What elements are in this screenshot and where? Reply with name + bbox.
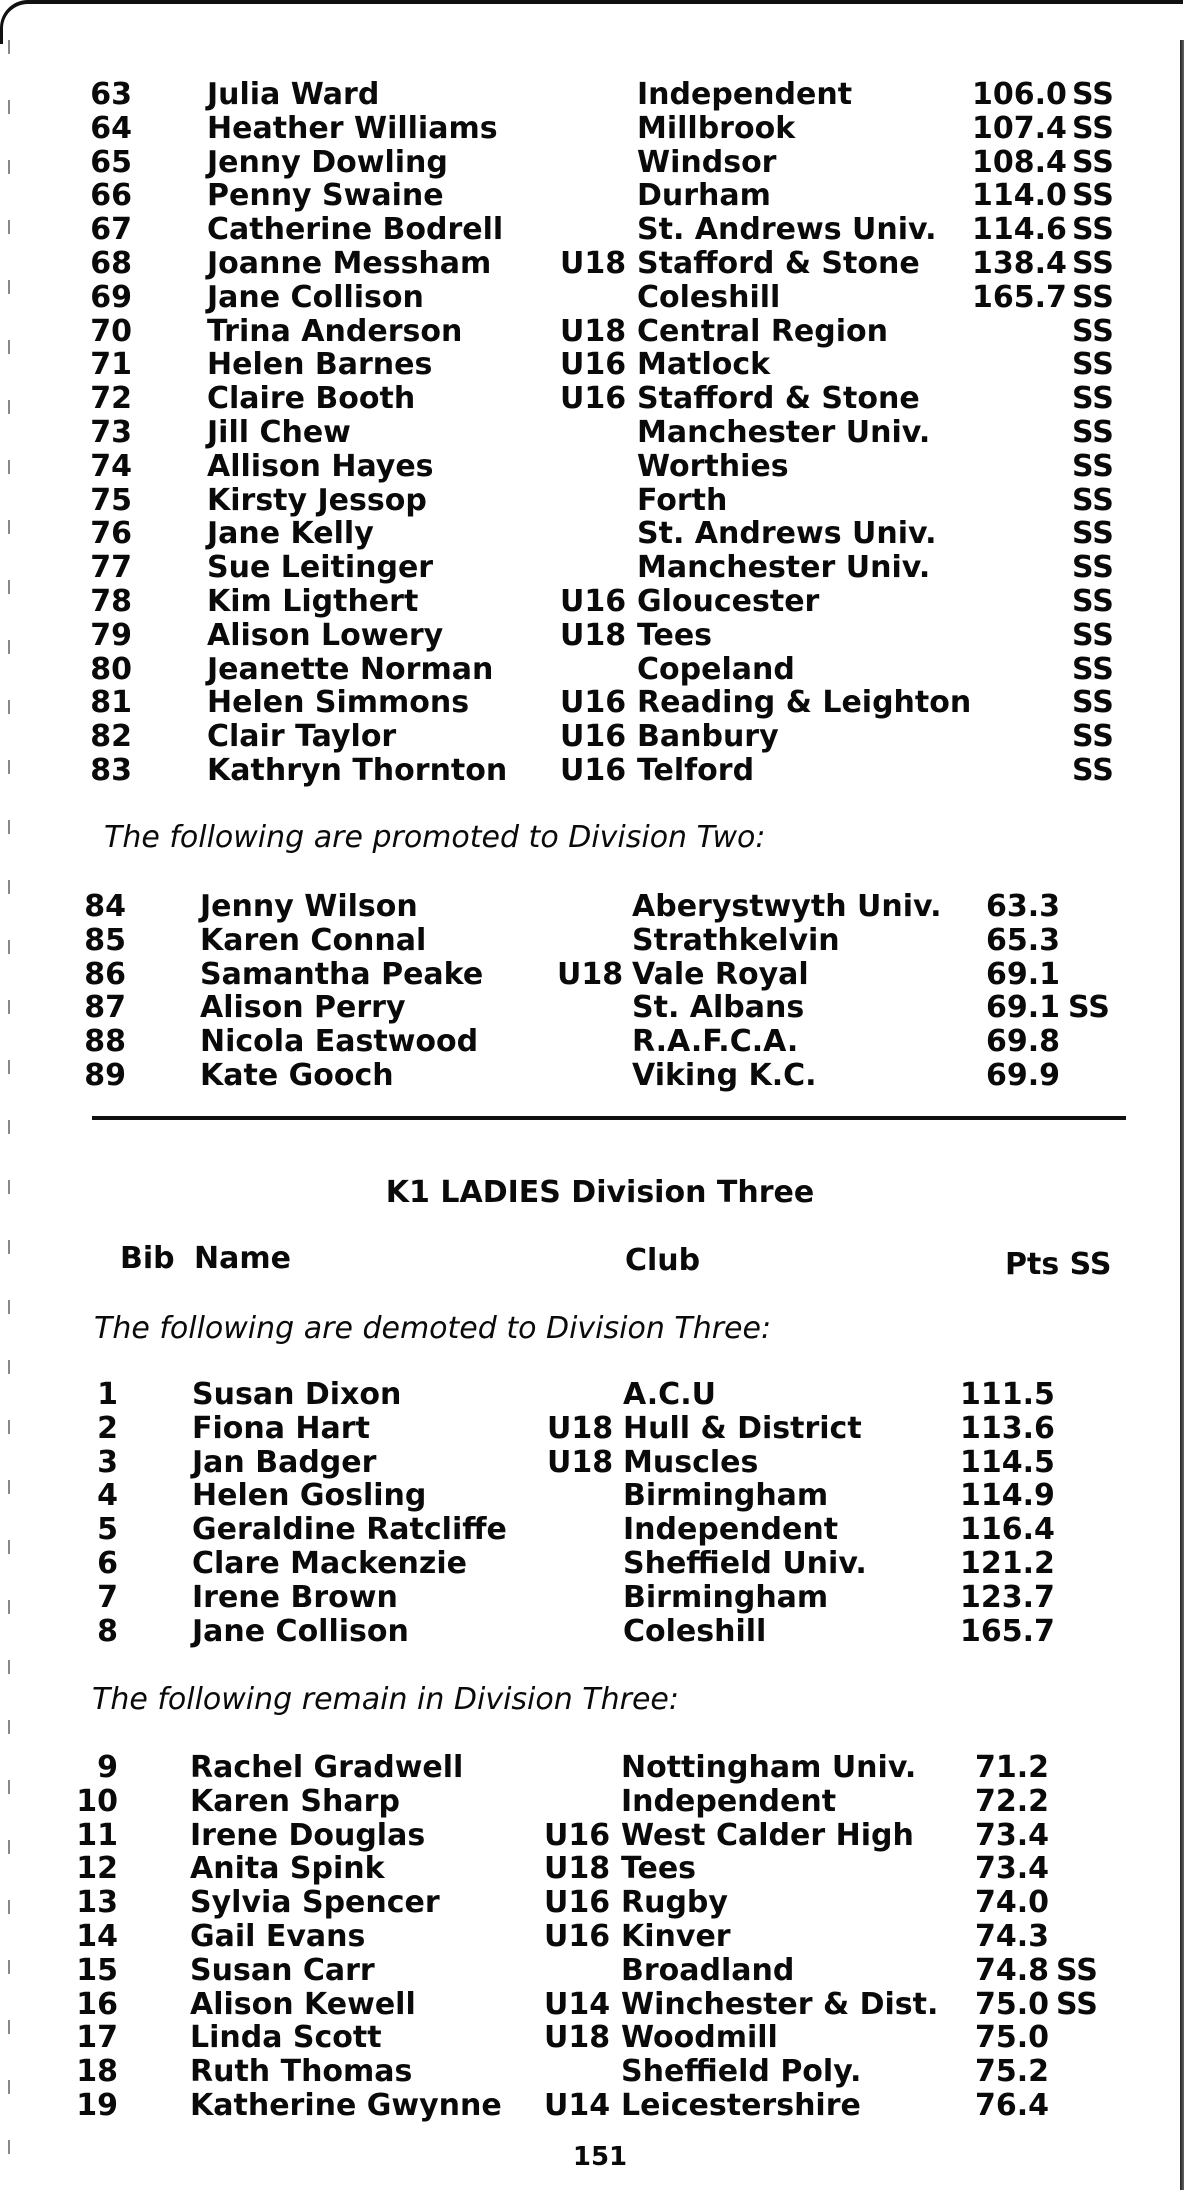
competitor-name: Gail Evans	[190, 1919, 366, 1954]
age-class: U18	[547, 1445, 614, 1480]
competitor-name: Penny Swaine	[207, 178, 444, 213]
bib-number: 82	[90, 719, 132, 754]
age-class: U18	[547, 1411, 614, 1446]
points-value: 69.1	[986, 990, 1061, 1025]
points-value: 75.0	[975, 2020, 1050, 2055]
ss-flag: SS	[1072, 618, 1114, 653]
club-name: Copeland	[637, 652, 795, 687]
page-number: 151	[572, 2142, 628, 2172]
ss-flag: SS	[1072, 483, 1114, 518]
club-name: Strathkelvin	[632, 923, 840, 958]
table-row	[0, 1547, 1200, 1581]
ss-flag: SS	[1072, 652, 1114, 687]
club-name: Sheffield Poly.	[621, 2054, 862, 2089]
competitor-name: Karen Connal	[200, 923, 427, 958]
club-name: Stafford & Stone	[637, 381, 920, 416]
bib-number: 3	[97, 1445, 118, 1480]
bib-number: 89	[84, 1058, 126, 1093]
ss-flag: SS	[1072, 685, 1114, 720]
ss-flag: SS	[1072, 753, 1114, 788]
table-row	[0, 1785, 1200, 1819]
table-row	[0, 890, 1200, 924]
ss-flag: SS	[1068, 990, 1110, 1025]
bib-number: 16	[76, 1987, 118, 2022]
table-row	[0, 1025, 1200, 1059]
competitor-name: Catherine Bodrell	[207, 212, 504, 247]
bib-number: 78	[90, 584, 132, 619]
points-value: 74.0	[975, 1885, 1050, 1920]
age-class: U18	[560, 314, 627, 349]
points-value: 74.8	[975, 1953, 1050, 1988]
competitor-name: Fiona Hart	[192, 1411, 370, 1446]
club-name: Muscles	[623, 1445, 759, 1480]
demoted-heading: The following are demoted to Division Three:	[94, 1311, 772, 1346]
points-value: 113.6	[960, 1411, 1055, 1446]
competitor-name: Linda Scott	[190, 2020, 382, 2055]
ss-flag: SS	[1072, 415, 1114, 450]
table-row	[0, 2055, 1200, 2089]
club-name: Winchester & Dist.	[621, 1987, 939, 2022]
club-name: Leicestershire	[621, 2088, 861, 2123]
bib-number: 7	[97, 1580, 118, 1615]
club-name: Windsor	[637, 145, 777, 180]
bib-number: 70	[90, 314, 132, 349]
table-row	[0, 247, 1200, 281]
competitor-name: Geraldine Ratcliffe	[192, 1512, 507, 1547]
points-value: 69.1	[986, 957, 1061, 992]
table-row	[0, 1988, 1200, 2022]
points-value: 116.4	[960, 1512, 1055, 1547]
ss-flag: SS	[1072, 280, 1114, 315]
competitor-name: Jane Collison	[192, 1614, 409, 1649]
competitor-name: Jane Kelly	[207, 516, 374, 551]
table-row	[0, 1581, 1200, 1615]
bib-number: 83	[90, 753, 132, 788]
competitor-name: Heather Williams	[207, 111, 498, 146]
points-value: 63.3	[986, 889, 1061, 924]
table-row	[0, 281, 1200, 315]
points-value: 123.7	[960, 1580, 1055, 1615]
table-row	[0, 78, 1200, 112]
age-class: U16	[560, 381, 627, 416]
table-row	[0, 1615, 1200, 1649]
competitor-name: Jan Badger	[192, 1445, 377, 1480]
table-row	[0, 585, 1200, 619]
club-name: Sheffield Univ.	[623, 1546, 867, 1581]
table-row	[0, 1446, 1200, 1480]
ss-flag: SS	[1072, 381, 1114, 416]
club-name: Banbury	[637, 719, 779, 754]
competitor-name: Sylvia Spencer	[190, 1885, 440, 1920]
competitor-name: Anita Spink	[190, 1851, 385, 1886]
bib-number: 80	[90, 652, 132, 687]
table-row	[0, 484, 1200, 518]
points-value: 73.4	[975, 1851, 1050, 1886]
bib-number: 1	[97, 1377, 118, 1412]
bib-number: 87	[84, 990, 126, 1025]
age-class: U16	[560, 753, 627, 788]
competitor-name: Helen Barnes	[207, 347, 433, 382]
bib-number: 6	[97, 1546, 118, 1581]
club-name: Coleshill	[623, 1614, 767, 1649]
competitor-name: Sue Leitinger	[207, 550, 434, 585]
table-row	[0, 348, 1200, 382]
points-value: 73.4	[975, 1818, 1050, 1853]
club-name: R.A.F.C.A.	[632, 1024, 799, 1059]
bib-number: 4	[97, 1478, 118, 1513]
club-name: Independent	[637, 77, 853, 112]
club-name: Viking K.C.	[632, 1058, 817, 1093]
competitor-name: Allison Hayes	[207, 449, 434, 484]
points-value: 106.0	[972, 77, 1067, 112]
club-name: Manchester Univ.	[637, 415, 931, 450]
table-row	[0, 1412, 1200, 1446]
points-value: 74.3	[975, 1919, 1050, 1954]
table-row	[0, 1479, 1200, 1513]
club-name: Worthies	[637, 449, 789, 484]
competitor-name: Samantha Peake	[200, 957, 484, 992]
ss-flag: SS	[1072, 516, 1114, 551]
competitor-name: Claire Booth	[207, 381, 416, 416]
bib-number: 77	[90, 550, 132, 585]
age-class: U18	[560, 246, 627, 281]
club-name: Central Region	[637, 314, 889, 349]
points-value: 108.4	[972, 145, 1067, 180]
bib-number: 8	[97, 1614, 118, 1649]
age-class: U18	[557, 957, 624, 992]
table-row	[0, 653, 1200, 687]
club-name: Matlock	[637, 347, 771, 382]
bib-number: 67	[90, 212, 132, 247]
bib-number: 15	[76, 1953, 118, 1988]
remain-heading: The following remain in Division Three:	[92, 1682, 679, 1717]
competitor-name: Jenny Dowling	[207, 145, 448, 180]
club-name: Telford	[637, 753, 755, 788]
bib-number: 13	[76, 1885, 118, 1920]
competitor-name: Kate Gooch	[200, 1058, 394, 1093]
table-row	[0, 450, 1200, 484]
competitor-name: Susan Dixon	[192, 1377, 402, 1412]
bib-number: 72	[90, 381, 132, 416]
bib-number: 81	[90, 685, 132, 720]
ss-flag: SS	[1072, 145, 1114, 180]
club-name: Durham	[637, 178, 771, 213]
age-class: U18	[560, 618, 627, 653]
bib-number: 86	[84, 957, 126, 992]
column-header-bib: Bib	[120, 1241, 175, 1276]
points-value: 114.0	[972, 178, 1067, 213]
points-value: 114.5	[960, 1445, 1055, 1480]
ss-flag: SS	[1072, 719, 1114, 754]
competitor-name: Clare Mackenzie	[192, 1546, 467, 1581]
table-row	[0, 551, 1200, 585]
page-corner-mark	[0, 0, 1183, 44]
table-row	[0, 2089, 1200, 2123]
table-row	[0, 146, 1200, 180]
bib-number: 5	[97, 1512, 118, 1547]
bib-number: 68	[90, 246, 132, 281]
bib-number: 79	[90, 618, 132, 653]
bib-number: 64	[90, 111, 132, 146]
club-name: Coleshill	[637, 280, 781, 315]
table-row	[0, 1819, 1200, 1853]
table-row	[0, 179, 1200, 213]
competitor-name: Jeanette Norman	[207, 652, 494, 687]
club-name: St. Andrews Univ.	[637, 212, 937, 247]
bib-number: 2	[97, 1411, 118, 1446]
competitor-name: Jane Collison	[207, 280, 424, 315]
age-class: U14	[544, 2088, 611, 2123]
club-name: Gloucester	[637, 584, 820, 619]
table-row	[0, 1852, 1200, 1886]
ss-flag: SS	[1072, 550, 1114, 585]
table-row	[0, 112, 1200, 146]
points-value: 72.2	[975, 1784, 1050, 1819]
competitor-name: Rachel Gradwell	[190, 1750, 464, 1785]
table-row	[0, 1920, 1200, 1954]
club-name: Broadland	[621, 1953, 795, 1988]
club-name: Independent	[621, 1784, 837, 1819]
club-name: Nottingham Univ.	[621, 1750, 917, 1785]
bib-number: 12	[76, 1851, 118, 1886]
table-row	[0, 1751, 1200, 1785]
club-name: Aberystwyth Univ.	[632, 889, 942, 924]
competitor-name: Trina Anderson	[207, 314, 463, 349]
ss-flag: SS	[1072, 212, 1114, 247]
age-class: U16	[544, 1885, 611, 1920]
ss-flag: SS	[1072, 584, 1114, 619]
competitor-name: Susan Carr	[190, 1953, 375, 1988]
points-value: 71.2	[975, 1750, 1050, 1785]
club-name: Birmingham	[623, 1478, 829, 1513]
bib-number: 74	[90, 449, 132, 484]
competitor-name: Jill Chew	[207, 415, 351, 450]
competitor-name: Karen Sharp	[190, 1784, 400, 1819]
competitor-name: Kirsty Jessop	[207, 483, 427, 518]
bib-number: 11	[76, 1818, 118, 1853]
table-row	[0, 720, 1200, 754]
bib-number: 73	[90, 415, 132, 450]
club-name: Reading & Leighton	[637, 685, 972, 720]
competitor-name: Alison Kewell	[190, 1987, 416, 2022]
bib-number: 85	[84, 923, 126, 958]
table-row	[0, 1378, 1200, 1412]
bib-number: 19	[76, 2088, 118, 2123]
competitor-name: Katherine Gwynne	[190, 2088, 502, 2123]
points-value: 114.6	[972, 212, 1067, 247]
competitor-name: Helen Gosling	[192, 1478, 427, 1513]
competitor-name: Irene Brown	[192, 1580, 398, 1615]
club-name: Tees	[621, 1851, 697, 1886]
table-row	[0, 1059, 1200, 1093]
bib-number: 10	[76, 1784, 118, 1819]
column-header-club: Club	[625, 1243, 701, 1278]
age-class: U18	[544, 1851, 611, 1886]
bib-number: 14	[76, 1919, 118, 1954]
column-header-pts-ss: Pts SS	[1005, 1247, 1112, 1282]
table-row	[0, 619, 1200, 653]
club-name: West Calder High	[621, 1818, 914, 1853]
club-name: St. Andrews Univ.	[637, 516, 937, 551]
age-class: U16	[560, 719, 627, 754]
ss-flag: SS	[1056, 1987, 1098, 2022]
ss-flag: SS	[1072, 111, 1114, 146]
division-title: K1 LADIES Division Three	[385, 1175, 815, 1210]
bib-number: 76	[90, 516, 132, 551]
competitor-name: Alison Perry	[200, 990, 406, 1025]
points-value: 111.5	[960, 1377, 1055, 1412]
table-row	[0, 2021, 1200, 2055]
points-value: 138.4	[972, 246, 1067, 281]
bib-number: 17	[76, 2020, 118, 2055]
table-row	[0, 924, 1200, 958]
promoted-heading: The following are promoted to Division Two:	[104, 820, 766, 855]
bib-number: 84	[84, 889, 126, 924]
competitor-name: Clair Taylor	[207, 719, 397, 754]
table-row	[0, 991, 1200, 1025]
club-name: Forth	[637, 483, 728, 518]
table-row	[0, 686, 1200, 720]
competitor-name: Helen Simmons	[207, 685, 470, 720]
points-value: 121.2	[960, 1546, 1055, 1581]
points-value: 107.4	[972, 111, 1067, 146]
ss-flag: SS	[1072, 449, 1114, 484]
bib-number: 63	[90, 77, 132, 112]
bib-number: 69	[90, 280, 132, 315]
table-row	[0, 1886, 1200, 1920]
bib-number: 88	[84, 1024, 126, 1059]
competitor-name: Kathryn Thornton	[207, 753, 508, 788]
points-value: 114.9	[960, 1478, 1055, 1513]
bib-number: 65	[90, 145, 132, 180]
club-name: Vale Royal	[632, 957, 809, 992]
ss-flag: SS	[1072, 178, 1114, 213]
age-class: U16	[560, 685, 627, 720]
club-name: A.C.U	[623, 1377, 716, 1412]
ss-flag: SS	[1072, 246, 1114, 281]
ss-flag: SS	[1072, 77, 1114, 112]
club-name: Independent	[623, 1512, 839, 1547]
table-row	[0, 754, 1200, 788]
points-value: 165.7	[960, 1614, 1055, 1649]
competitor-name: Nicola Eastwood	[200, 1024, 479, 1059]
club-name: Millbrook	[637, 111, 796, 146]
points-value: 165.7	[972, 280, 1067, 315]
table-row	[0, 315, 1200, 349]
bib-number: 71	[90, 347, 132, 382]
club-name: Hull & District	[623, 1411, 862, 1446]
table-row	[0, 1513, 1200, 1547]
points-value: 76.4	[975, 2088, 1050, 2123]
age-class: U16	[560, 584, 627, 619]
column-header-name: Name	[194, 1241, 291, 1276]
age-class: U14	[544, 1987, 611, 2022]
table-row	[0, 958, 1200, 992]
ss-flag: SS	[1072, 347, 1114, 382]
bib-number: 9	[97, 1750, 118, 1785]
club-name: Manchester Univ.	[637, 550, 931, 585]
table-row	[0, 416, 1200, 450]
bib-number: 75	[90, 483, 132, 518]
competitor-name: Irene Douglas	[190, 1818, 426, 1853]
points-value: 75.2	[975, 2054, 1050, 2089]
age-class: U18	[544, 2020, 611, 2055]
points-value: 75.0	[975, 1987, 1050, 2022]
table-row	[0, 382, 1200, 416]
age-class: U16	[544, 1818, 611, 1853]
table-row	[0, 213, 1200, 247]
points-value: 69.9	[986, 1058, 1061, 1093]
table-row	[0, 1954, 1200, 1988]
club-name: Woodmill	[621, 2020, 778, 2055]
ss-flag: SS	[1056, 1953, 1098, 1988]
ss-flag: SS	[1072, 314, 1114, 349]
club-name: Rugby	[621, 1885, 728, 1920]
table-row	[0, 517, 1200, 551]
competitor-name: Julia Ward	[207, 77, 380, 112]
points-value: 69.8	[986, 1024, 1061, 1059]
competitor-name: Joanne Messham	[207, 246, 492, 281]
club-name: Stafford & Stone	[637, 246, 920, 281]
age-class: U16	[560, 347, 627, 382]
club-name: St. Albans	[632, 990, 805, 1025]
club-name: Birmingham	[623, 1580, 829, 1615]
competitor-name: Kim Ligthert	[207, 584, 419, 619]
competitor-name: Jenny Wilson	[200, 889, 418, 924]
club-name: Kinver	[621, 1919, 731, 1954]
points-value: 65.3	[986, 923, 1061, 958]
club-name: Tees	[637, 618, 713, 653]
bib-number: 18	[76, 2054, 118, 2089]
section-divider	[92, 1116, 1126, 1120]
age-class: U16	[544, 1919, 611, 1954]
bib-number: 66	[90, 178, 132, 213]
competitor-name: Alison Lowery	[207, 618, 444, 653]
competitor-name: Ruth Thomas	[190, 2054, 413, 2089]
